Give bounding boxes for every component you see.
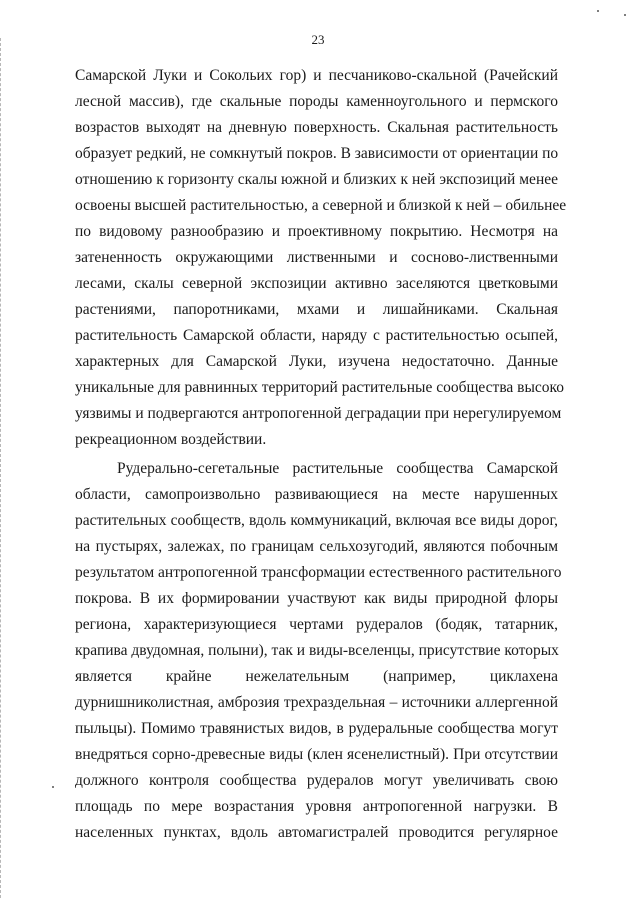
text-line: площадь по мере возрастания уровня антропогенной нагрузки. В xyxy=(75,798,558,815)
text-line: на пустырях, залежах, по границам сельхозугодий, являются побочным xyxy=(75,538,558,555)
scan-margin-edge xyxy=(0,38,3,898)
text-line: отношению к горизонту скалы южной и близких к ней экспозиций менее xyxy=(75,171,558,188)
text-line: растительность Самарской области, наряду с растительностью осыпей, xyxy=(75,327,558,344)
text-line: затененность окружающими лиственными и сосново-лиственными xyxy=(75,249,558,266)
text-line: Рудерально-сегетальные растительные сообщества Самарской xyxy=(117,460,558,477)
text-line: области, самопроизвольно развивающиеся на месте нарушенных xyxy=(75,486,558,503)
text-line: является крайне нежелательным (например, циклахена xyxy=(75,668,558,685)
text-line: лесами, скалы северной экспозиции активно заселяются цветковыми xyxy=(75,275,558,292)
text-line: должного контроля сообщества рудералов могут увеличивать свою xyxy=(75,772,558,789)
text-line: покрова. В их формировании участвуют как виды природной флоры xyxy=(75,590,558,607)
text-line: региона, характеризующиеся чертами рудералов (бодяк, татарник, xyxy=(75,616,558,633)
scan-speck xyxy=(52,786,54,788)
text-line: крапива двудомная, полыни), так и виды-вселенцы, присутствие которых xyxy=(75,642,559,659)
text-line: образует редкий, не сомкнутый покров. В зависимости от ориентации по xyxy=(75,145,559,162)
scan-speck xyxy=(597,10,599,12)
page-number: 23 xyxy=(311,32,325,47)
text-line: растительных сообществ, вдоль коммуникаций, включая все виды дорог, xyxy=(75,512,558,529)
text-line: пыльцы). Помимо травянистых видов, в рудеральные сообщества могут xyxy=(75,720,558,737)
text-line: уязвимы и подвергаются антропогенной деградации при нерегулируемом xyxy=(75,405,562,422)
text-line: рекреационном воздействии. xyxy=(75,431,267,448)
text-line: населенных пунктах, вдоль автомагистралей проводится регулярное xyxy=(75,824,558,841)
scan-speck xyxy=(624,14,626,16)
text-line: внедряться сорно-древесные виды (клен ясенелистный). При отсутствии xyxy=(75,746,558,763)
text-line: уникальные для равнинных территорий растительные сообщества высоко xyxy=(75,379,565,396)
text-line: дурнишниколистная, амброзия трехраздельная – источники аллергенной xyxy=(75,694,558,711)
text-line: по видовому разнообразию и проективному покрытию. Несмотря на xyxy=(75,223,558,240)
text-line: результатом антропогенной трансформации естественного растительного xyxy=(75,564,562,581)
text-line: освоены высшей растительностью, а северной и близкой к ней – обильнее xyxy=(75,197,567,214)
text-line: характерных для Самарской Луки, изучена недостаточно. Данные xyxy=(75,353,558,370)
text-line: возрастов выходят на дневную поверхность. Скальная растительность xyxy=(75,119,558,136)
text-line: лесной массив), где скальные породы каменноугольного и пермского xyxy=(75,93,558,110)
text-line: Самарской Луки и Сокольих гор) и песчаниково-скальной (Рачейский xyxy=(75,67,558,84)
text-line: растениями, папоротниками, мхами и лишайниками. Скальная xyxy=(75,301,558,318)
